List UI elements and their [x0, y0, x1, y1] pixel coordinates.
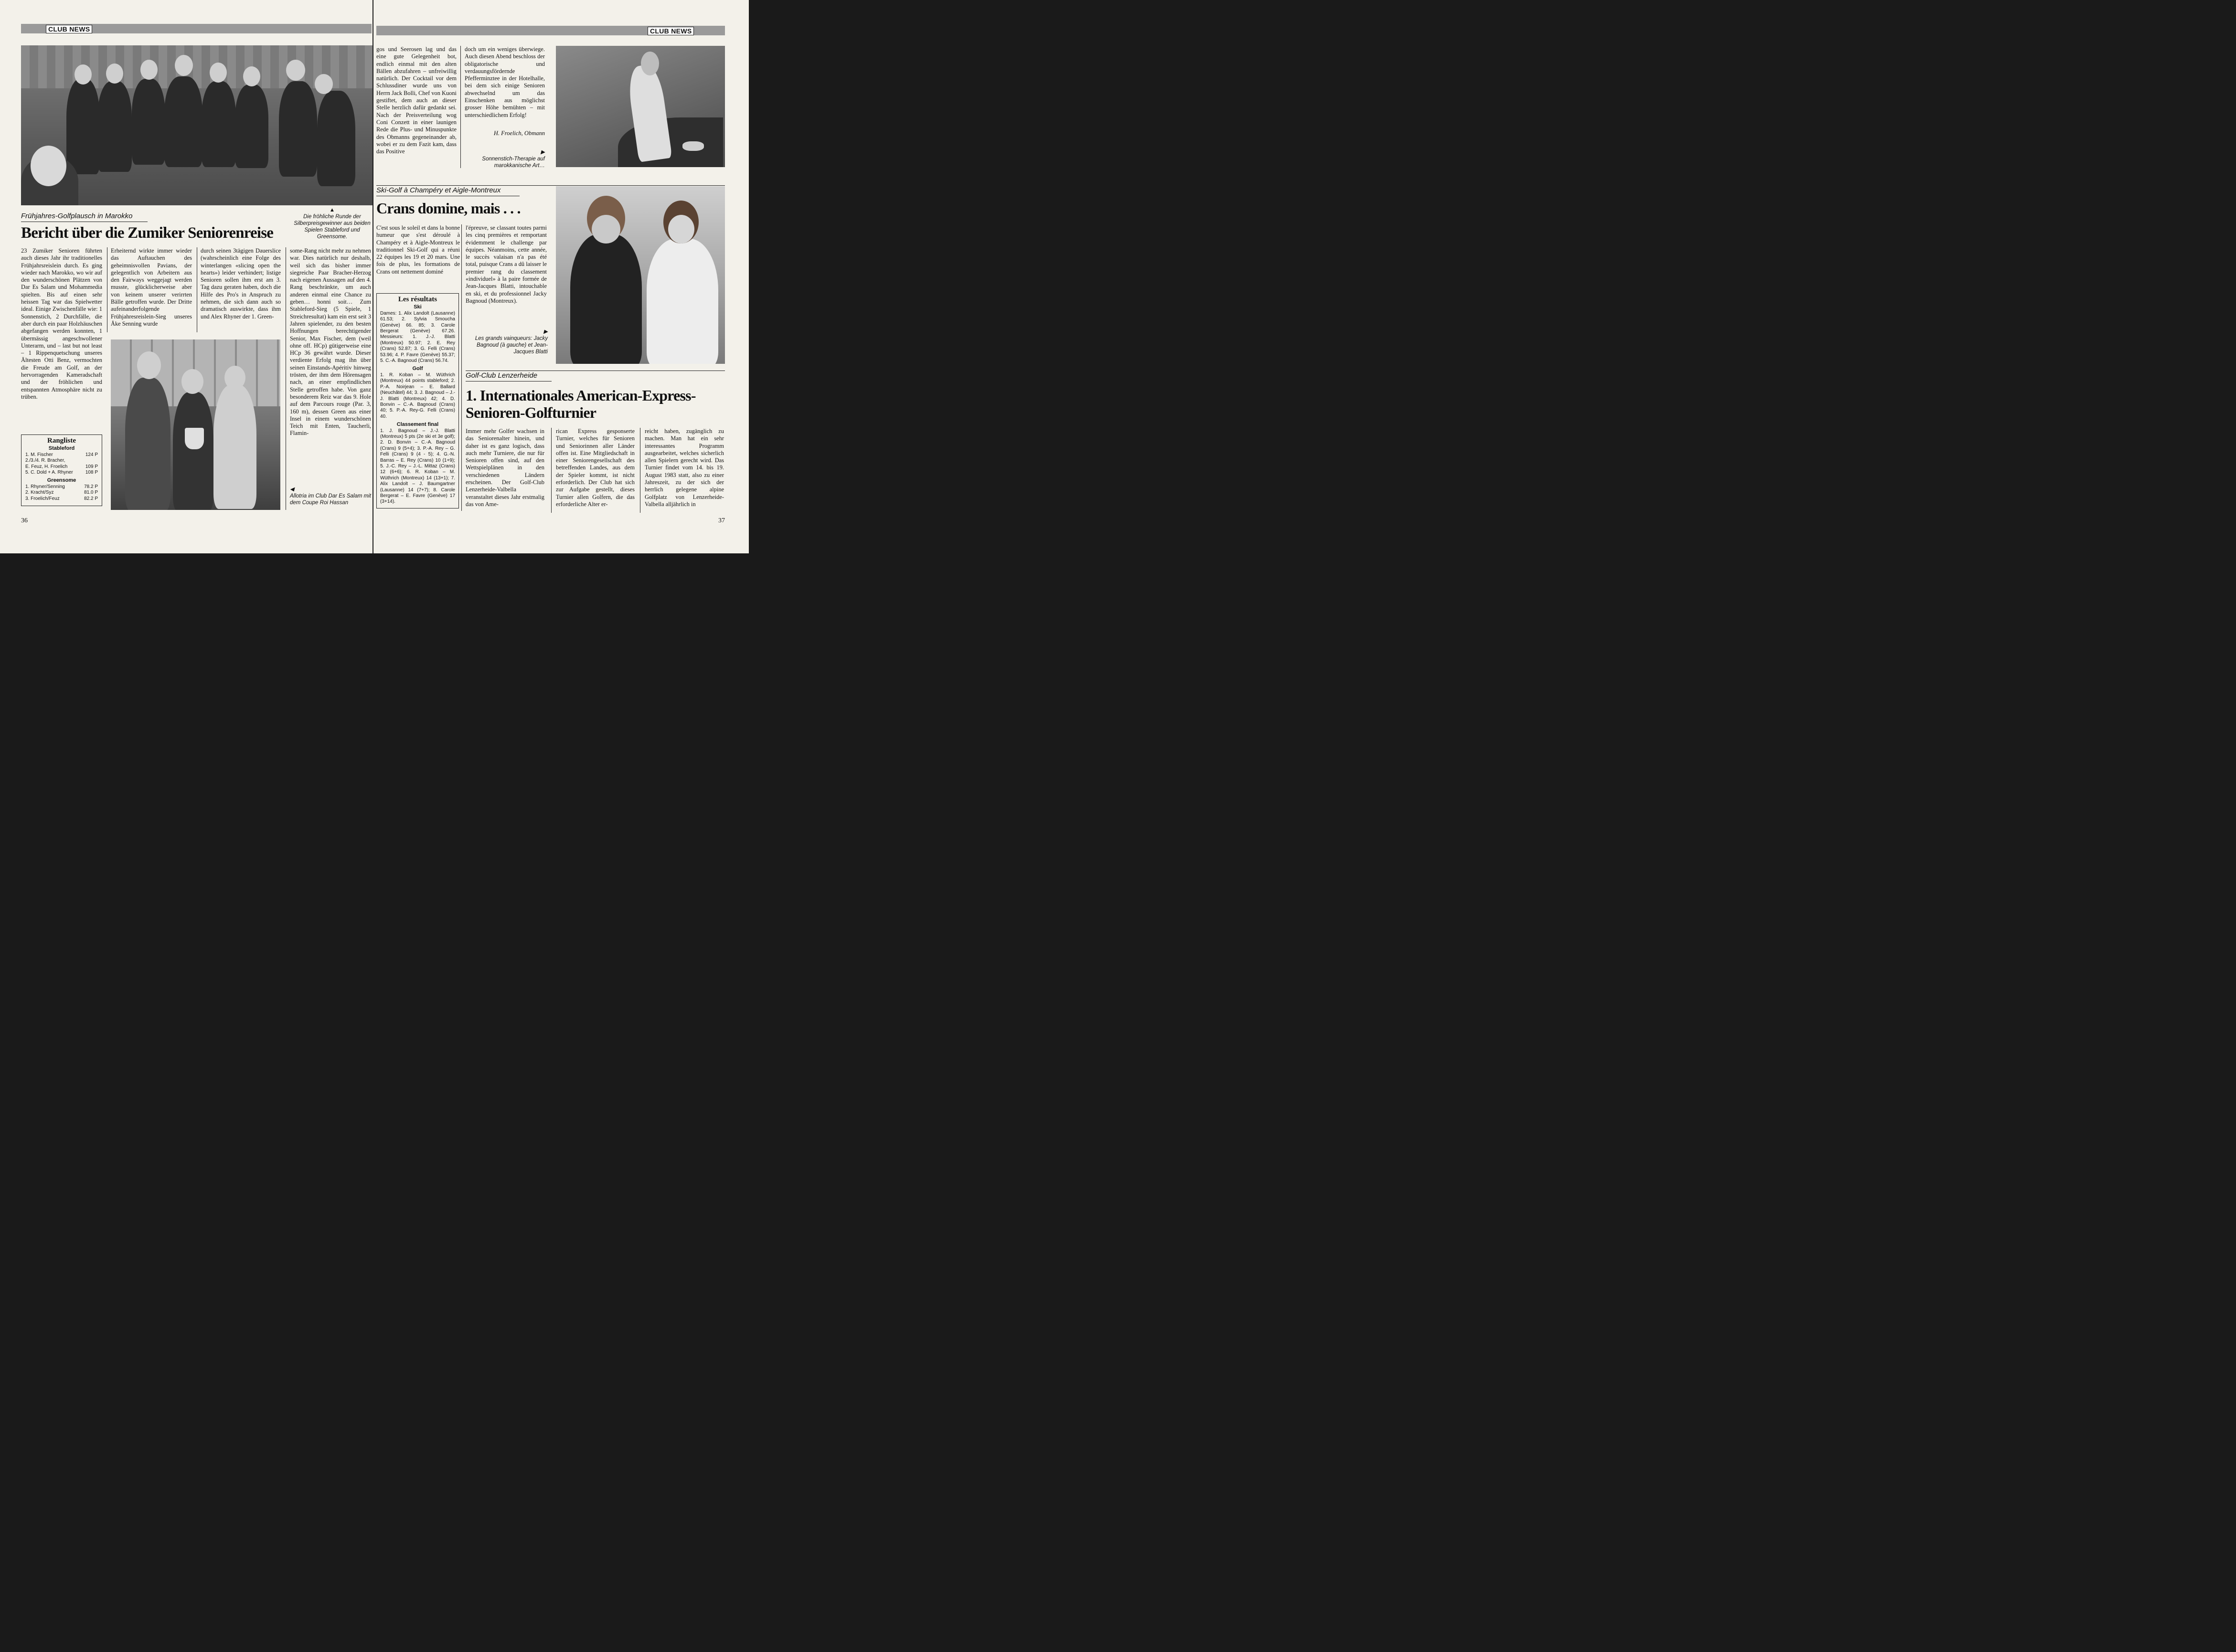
stableford-name: 2./3./4. R. Bracher, — [25, 458, 65, 464]
article2-col1: C'est sous le soleil et dans la bonne humeur que s'est déroulé à Champéry et à Aigle-Montreux le traditionnel Ski-Golf qui a réuni 22 équipes les 19 et 20 mars. Une fois de plus, les formations de Crans ont nettement dominé — [376, 224, 460, 275]
article1-col5b: doch um ein weniges überwiege. Auch diesen Abend beschloss der obligatorische und verdauungsfördernde Pfefferminztee in der Hotelhalle, bei dem sich einige Senioren abwechselnd um das Einschenken aus möglichst grosser Höhe bemühten – mit unterschiedlichem Erfolg! — [465, 46, 545, 118]
club-news-tag-right: CLUB NEWS — [648, 27, 694, 35]
sun-photo-caption: ▶ Sonnenstich-Therapie auf marokkanische Art… — [482, 149, 545, 169]
club-news-tag-left: CLUB NEWS — [46, 25, 92, 33]
winners-photo — [556, 186, 725, 364]
stableford-row — [25, 464, 98, 470]
article3-col2: rican Express gesponserte Turnier, welches für Senioren und Seniorinnen aller Länder offen ist. Eine Mitgliedschaft in einer Seniorengesellschaft des betreffenden Landes, aus dem der Spieler kommt, ist nicht erforderlich. Der Club hat sich zur Aufgabe gestellt, dieses Turnier allen Golfern, die das erforderliche Alter er- — [556, 428, 635, 508]
article3-headline — [466, 387, 726, 421]
rangliste-box — [21, 434, 102, 506]
article1-col5a: gos und Seerosen lag und das eine gute Gelegenheit bot, endlich einmal mit den alten Bällen abzufahren – unfreiwillig natürlich. Der Cocktail vor dem Schlussdiner wurde uns von Herrn Jack Bolli, Chef von Kuoni gestiftet, dem auch an dieser Stelle herzlich dafür gedankt sei. Nach der Preisverteilung wog Coni Conzett in einer launigen Rede die Plus- und Minuspunkte des Obmanns gegeneinander ab, wobei er zu dem Fazit kam, dass das Positive — [376, 46, 457, 155]
stableford-row — [25, 470, 98, 476]
header-bar-left — [21, 24, 372, 33]
stableford-list — [25, 452, 98, 476]
article1-signature: H. Froelich, Obmann — [493, 130, 545, 137]
article1-col4: some-Rang nicht mehr zu nehmen war. Dies natürlich nur deshalb, weil sich das bisher immer siegreiche Paar Bracher-Herzog nach eigenen Aussagen auf den 4. Rang beschränkte, um auch anderen einmal eine Chance zu geben… honni soit… Zum Stableford-Sieg (5 Spiele, 1 Streichresultat) kam ein erst seit 3 Jahren spielender, zu den besten Hoffnungen berechtigender Senior, Max Fischer, dem (weil ohne off. HCp) gütigerweise eine HCp 36 gewährt wurde. Dieser verdiente Erfolg mag ihn über seinen Einstands-Apéritiv hinweg trösten, der ihm dem Hörensagen nach, an einer empfindlichen Stelle getroffen habe. Von ganz besonderem Reiz war das 9. Hole auf dem Parcours rouge (Par. 3, 160 m), dessen Green aus einer Insel in einem wunderschönen Teich mit Enten, Taucherli, Flamin- — [290, 247, 371, 437]
article2-col2: l'épreuve, se classant toutes parmi les cinq premières et remportant évidemment le challenge par équipes. Néanmoins, cette année, le succès valaisan n'a pas été total, puisque Crans a dû laisser le premier rang du classement «individuel» à la paire formée de Jean-Jacques Blatti, intouchable en ski, et du professionnel Jacky Bagnoud (Montreux). — [466, 224, 547, 304]
greensome-list — [25, 484, 98, 502]
left-page — [0, 0, 373, 553]
article1-col3: durch seinen 3tägigen Dauerslice (wahrscheinlich eine Folge des winterlangen «slicing open the hearts») leider verhindert; listige Senioren sollen ihm erst am 3. Tag dazu geraten haben, doch die Hilfe des Pro's in Anspruch zu nehmen, die sich dann auch so dramatisch auswirkte, dass ihm und Alex Rhyner der 1. Green- — [201, 247, 281, 320]
rangliste-title: Rangliste — [47, 437, 76, 445]
greensome-title: Greensome — [47, 477, 76, 484]
ski-title: Ski — [414, 304, 422, 310]
stableford-name: 1. M. Fischer — [25, 452, 53, 457]
allotria-photo-caption: ◀ Allotria im Club Dar Es Salam mit dem Coupe Roi Hassan — [290, 487, 371, 506]
results-box — [376, 293, 459, 508]
greensome-points: 82.2 P — [84, 496, 98, 501]
greensome-points: 81.0 P — [84, 490, 98, 496]
allotria-photo — [111, 339, 280, 510]
stableford-points: 109 P — [85, 464, 98, 469]
header-bar-right — [376, 26, 725, 35]
greensome-row — [25, 484, 98, 490]
article3-kicker: Golf-Club Lenzerheide — [466, 371, 538, 380]
article1-col1: 23 Zumiker Senioren führten auch dieses Jahr ihr traditionelles Frühjahrsreislein durch. Es ging wieder nach Marokko, wo wir auf den wunderschönen Plätzen von Dar Es Salam und Mohammedia spielten. Bis auf einen sehr heissen Tag war das Spielwetter ideal. Einige Zwischenfälle wie: 1 Sonnenstich, 2 Durchfälle, die aber durch ein paar Holzhäuschen abgefangen werden konnten, 1 übermässig angeschwollener Unterarm, und – last but not least – 1 Rippenquetschung unseres Ältesten Otti Benz, vermochten die Freude am Golf, an der hervorragenden Kameradschaft und der fröhlichen und entspannten Atmosphäre nicht zu trüben. — [21, 247, 102, 400]
article3-headline-line1: 1. Internationales American-Express- — [466, 387, 696, 404]
stableford-row — [25, 452, 98, 458]
article3-col3: reicht haben, zugänglich zu machen. Man hat ein sehr interessantes Programm ausgearbeitet, welches sicherlich allen Spielern gerecht wird. Das Turnier findet vom 14. bis 19. August 1983 statt, also zu einer Jahreszeit, zu der sich der herrlich gelegene alpine Golfplatz von Lenzerheide-Valbella alljährlich in — [645, 428, 724, 508]
sunstroke-photo — [556, 46, 725, 167]
greensome-name: 1. Rhyner/Senning — [25, 484, 65, 489]
greensome-name: 2. Kracht/Syz — [25, 490, 54, 496]
stableford-name: 5. C. Dold + A. Rhyner — [25, 470, 73, 476]
winners-photo-caption: ▶ Les grands vainqueurs: Jacky Bagnoud (à gauche) et Jean-Jacques Blatti — [475, 329, 548, 355]
stableford-points: 124 P — [85, 452, 98, 457]
article2-headline: Crans domine, mais . . . — [376, 200, 521, 217]
article1-col2: Erheiternd wirkte immer wieder das Auftauchen des geheimnisvollen Pavians, der gelegentlich von Arbeitern aus den Fairways weggejagt werden musste, glücklicherweise aber von keinem unserer verirrten Bälle getroffen wurde. Der Dritte aufeinanderfolgende Frühjahresreislein-Sieg unseres Åke Senning wurde — [111, 247, 192, 327]
golf-title: Golf — [412, 366, 423, 372]
page-number-left: 36 — [21, 517, 28, 524]
stableford-title: Stableford — [48, 445, 75, 452]
golf-results: 1. R. Koban – M. Wüthrich (Montreux) 44 points stableford; 2. P.-A. Noirjean – E. Ballard (Neuchâtel) 44; 3. J. Bagnoud – J.-J. Blatti (Montreux) 42; 4. D. Bonvin – C.-A. Bagnoud (Crans) 40; 5. P.-A. Rey-G. Felli (Crans) 40. — [380, 372, 455, 419]
article2-kicker: Ski-Golf à Champéry et Aigle-Montreux — [376, 186, 501, 194]
greensome-points: 78.2 P — [84, 484, 98, 489]
stableford-points: 108 P — [85, 470, 98, 476]
stableford-row — [25, 458, 98, 464]
results-title: Les résultats — [398, 296, 437, 303]
stableford-name: E. Feuz, H. Froelich — [25, 464, 68, 469]
greensome-row — [25, 490, 98, 496]
article1-kicker: Frühjahres-Golfplausch in Marokko — [21, 212, 133, 220]
article3-headline-line2: Senioren-Golfturnier — [466, 404, 596, 421]
final-results: 1. J. Bagnoud – J.-J. Blatti (Montreux) 5 pts (2e ski et 3e golf); 2. D. Bonvin – C.-A. Bagnoud (Crans) 9 (5+4); 3. P.-A. Rey – G. Felli (Crans) 9 (4 - 5); 4. G.-N. Barras – E. Rey (Crans) 10 (1+9); 5. J.-C. Rey – J.-L. Mittaz (Crans) 12 (6+6); 6. R. Koban – M. Wüthrich (Montreux) 14 (13+1); 7. Alix Landolt – J. Baumgartner (Lausanne) 14 (7+7); 8. Carole Bergerat – E. Favre (Genève) 17 (3+14). — [380, 428, 455, 505]
article3-col1: Immer mehr Golfer wachsen in das Seniorenalter hinein, und daher ist es ganz logisch, dass auch mehr Turniere, die nur für Senioren offen sind, auf den Wettspielplänen in den verschiedenen Ländern erscheinen. Der Golf-Club Lenzerheide-Valbella veranstaltet dieses Jahr erstmalig das von Ame- — [466, 428, 544, 508]
ski-results: Dames: 1. Alix Landolt (Lausanne) 61.53; 2. Sylvia Smoucha (Genève) 66. 85; 3. Carole Bergerat (Genève) 67.26. Messieurs: 1. J.-J. Blatti (Montreux) 50.97; 2. E. Rey (Crans) 52.87; 3. G. Felli (Crans) 53.96; 4. P. Favre (Genève) 55.37; 5. C.-A. Bagnoud (Crans) 56.74. — [380, 310, 455, 364]
greensome-name: 3. Froelich/Feuz — [25, 496, 60, 501]
group-photo-caption: ▲ Die fröhliche Runde der Silberpreisgewinner aus beiden Spielen Stableford und Greensome. — [294, 207, 371, 240]
page-number-right: 37 — [718, 517, 725, 524]
article1-headline: Bericht über die Zumiker Seniorenreise — [21, 224, 274, 242]
final-title: Classement final — [396, 422, 439, 428]
group-photo — [21, 45, 373, 205]
greensome-row — [25, 496, 98, 502]
right-page — [373, 0, 749, 553]
